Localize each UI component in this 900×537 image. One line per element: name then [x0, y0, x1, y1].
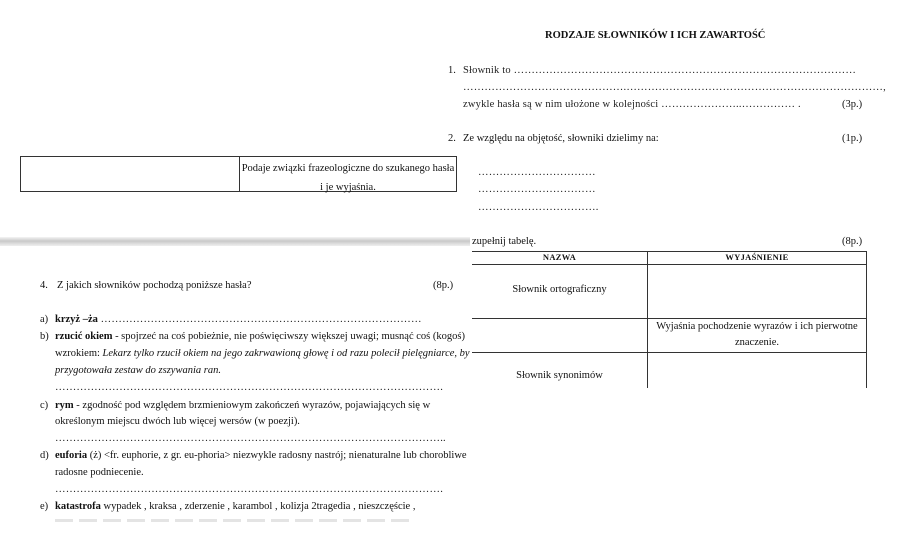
q3-text: zupełnij tabelę.	[472, 236, 537, 247]
left-table-empty-cell	[21, 157, 240, 191]
item-b-line2	[55, 348, 470, 359]
item-c-term: rym	[55, 400, 74, 411]
item-c-def1: - zgodność pod względem brzmieniowym zakończeń wyrazów, pojawiających się w	[73, 400, 431, 411]
q2-number: 2.	[448, 133, 456, 144]
item-d-blank: ……………………………………………………………………………………………….	[55, 484, 444, 495]
q2-blank-2: ……………………………	[478, 184, 596, 195]
q2-text: Ze względu na objętość, słowniki dzielimy na:	[463, 133, 659, 144]
left-table-text-cell: Podaje związki frazeologiczne do szukanego hasła i je wyjaśnia.	[241, 163, 455, 193]
q2-points: (1p.)	[842, 133, 863, 144]
q3-points: (8p.)	[842, 236, 863, 247]
item-b-line1	[55, 331, 465, 342]
q4-points: (8p.)	[433, 280, 454, 291]
q4-text: Z jakich słowników pochodzą poniższe hasła?	[57, 280, 252, 291]
item-e-cutoff-line	[55, 519, 415, 522]
item-a-label: a)	[40, 314, 49, 325]
item-e-line1	[55, 501, 415, 512]
item-b-def3-example: przygotowała zestaw do zszywania ran.	[55, 365, 221, 376]
item-e-label: e)	[40, 501, 49, 512]
item-a-blank: ………………………………………………………………………………	[97, 314, 422, 325]
q4-number: 4.	[40, 280, 48, 291]
item-d-line1	[55, 450, 467, 461]
item-b-def2-lead: wzrokiem:	[55, 348, 103, 359]
item-a-term: krzyż –ża	[55, 314, 98, 325]
item-b-term: rzucić okiem	[55, 331, 113, 342]
table-row-1-name: Słownik ortograficzny	[512, 284, 607, 295]
left-table-fragment	[20, 156, 457, 192]
q2-blank-1: ……………………………	[478, 167, 596, 178]
table-row-3-name: Słownik synonimów	[516, 370, 603, 381]
item-e-def1: wypadek , kraksa , zderzenie , karambol , kolizja 2tragedia , nieszczęście ,	[100, 501, 416, 512]
q1-number: 1.	[448, 65, 456, 76]
item-d-label: d)	[40, 450, 49, 461]
item-c-label: c)	[40, 400, 49, 411]
item-b-blank: ……………………………………………………………………………………………….	[55, 382, 444, 393]
page-break-divider	[0, 237, 470, 246]
table-header-explanation: WYJAŚNIENIE	[725, 252, 789, 262]
q1-line3: zwykle hasła są w nim ułożone w kolejności …………………..…………… .	[463, 99, 801, 110]
item-d-term: euforia	[55, 450, 88, 461]
q2-blank-3: …………………………….	[478, 202, 599, 213]
item-c-blank: ………………………………………………………………………………………………..	[55, 433, 446, 444]
item-c-def2: określonym miejscu dwóch lub więcej wersów (w poezji).	[55, 416, 300, 427]
item-c-line1	[55, 400, 430, 411]
item-e-term: katastrofa	[55, 501, 101, 512]
item-a	[55, 314, 422, 325]
q1-line1: Słownik to ……………………………………………………………………………………	[463, 65, 857, 76]
item-d-def1: (ż) <fr. euphorie, z gr. eu-phoria> niezwykle radosny nastrój; nienaturalne lub chorobliwe	[87, 450, 467, 461]
names-table	[472, 251, 867, 388]
q1-line2: ……………………………………….………………………………………………………………,	[463, 82, 886, 93]
item-b-def2-example: Lekarz tylko rzucił okiem na jego zakrwawioną głowę i od razu polecił pielęgniarce, by	[102, 348, 470, 359]
table-header-name: NAZWA	[542, 252, 577, 262]
item-b-label: b)	[40, 331, 49, 342]
q1-points: (3p.)	[842, 99, 863, 110]
item-d-def2: radosne podniecenie.	[55, 467, 144, 478]
page-title: RODZAJE SŁOWNIKÓW I ICH ZAWARTOŚĆ	[545, 30, 766, 41]
item-b-def1: - spojrzeć na coś pobieżnie, nie poświęciwszy większej uwagi; musnąć coś (kogoś)	[112, 331, 465, 342]
table-row-2-explanation: Wyjaśnia pochodzenie wyrazów i ich pierwotne znaczenie.	[656, 321, 858, 348]
